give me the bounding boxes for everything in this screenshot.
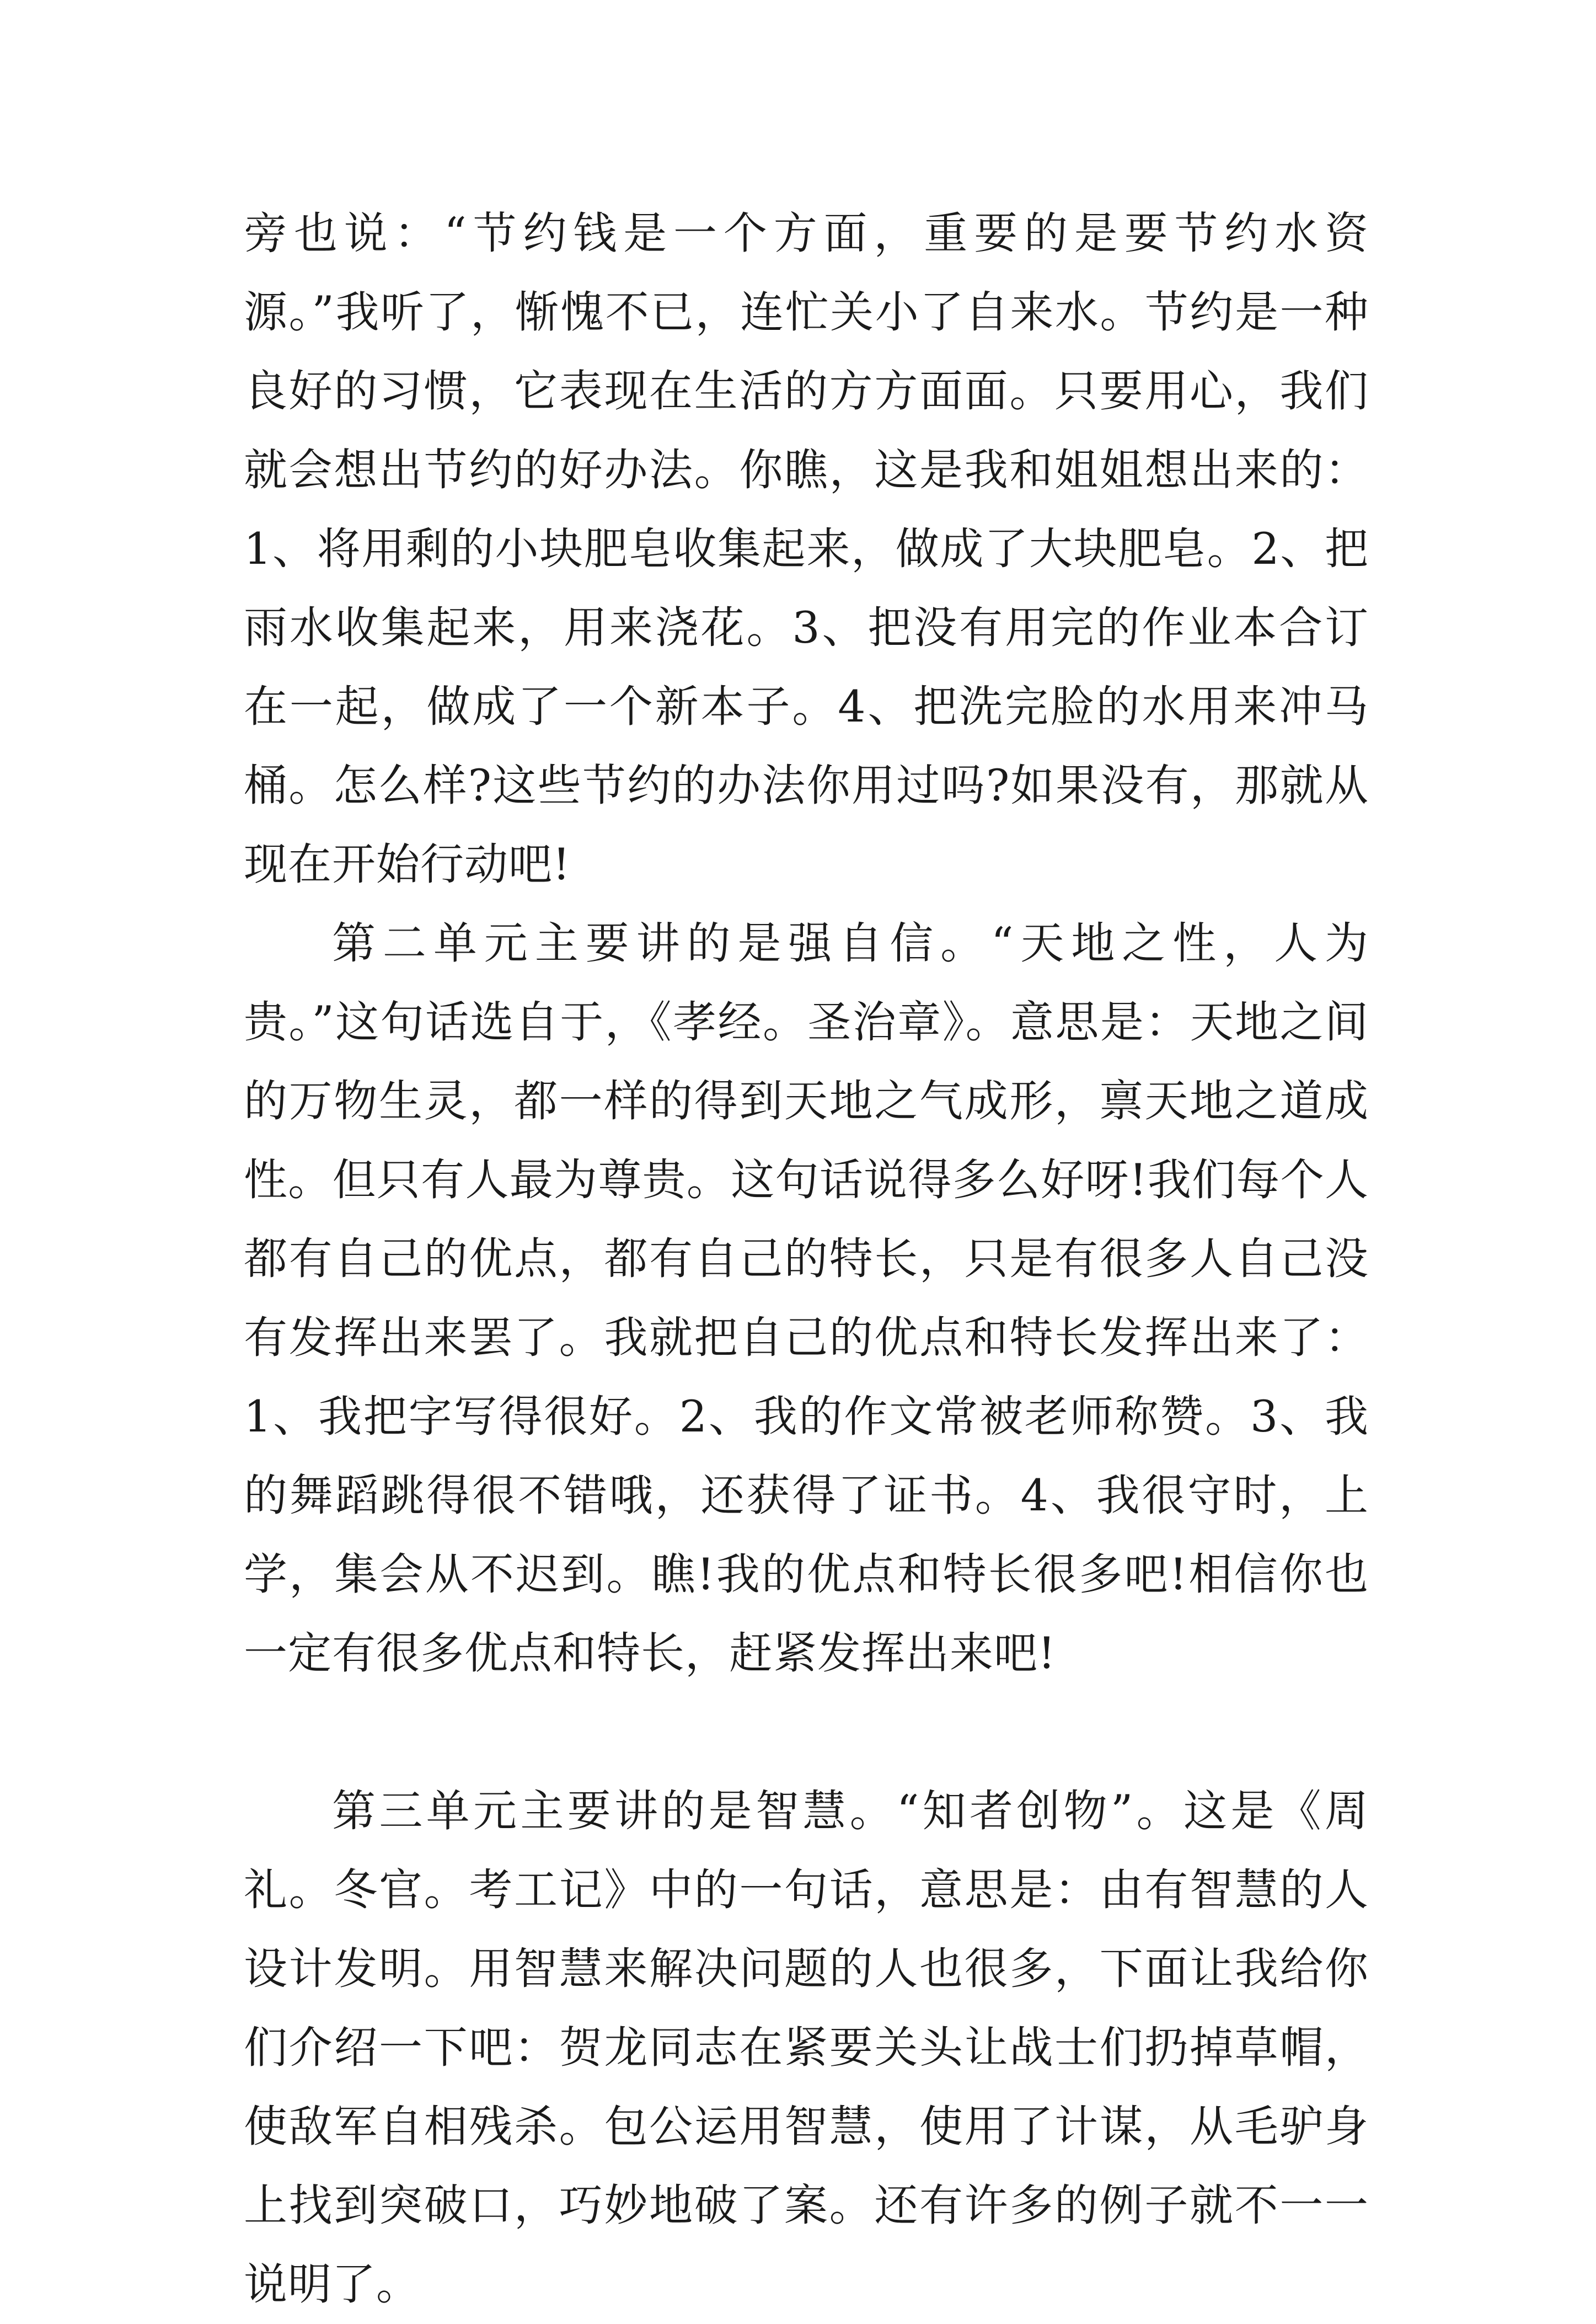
paragraph-3: 第三单元主要讲的是智慧。“知者创物”。这是《周礼。冬官。考工记》中的一句话，意思是：由有智慧的人设计发明。用智慧来解决问题的人也很多，下面让我给你们介绍一下吧：贺龙同志在紧要关头让战士们扔掉草帽，使敌军自相残杀。包公运用智慧，使用了计谋，从毛驴身上找到突破口，巧妙地破了案。还有许多的例子就不一一说明了。 — [244, 1786, 1369, 2310]
paragraph-1: 旁也说：“节约钱是一个方面，重要的是要节约水资源。”我听了，惭愧不已，连忙关小了自来水。节约是一种良好的习惯，它表现在生活的方方面面。只要用心，我们就会想出节约的好办法。你瞧，这是我和姐姐想出来的：1、将用剩的小块肥皂收集起来，做成了大块肥皂。2、把雨水收集起来，用来浇花。3、把没有用完的作业本合订在一起，做成了一个新本子。4、把洗完脸的水用来冲马桶。怎么样?这些节约的办法你用过吗?如果没有，那就从现在开始行动吧! — [244, 208, 1369, 890]
document-body — [244, 194, 1369, 2324]
paragraph-2: 第二单元主要讲的是强自信。“天地之性，人为贵。”这句话选自于，《孝经。圣治章》。意思是：天地之间的万物生灵，都一样的得到天地之气成形，禀天地之道成性。但只有人最为尊贵。这句话说得多么好呀!我们每个人都有自己的优点，都有自己的特长，只是有很多人自己没有发挥出来罢了。我就把自己的优点和特长发挥出来了：1、我把字写得很好。2、我的作文常被老师称赞。3、我的舞蹈跳得很不错哦，还获得了证书。4、我很守时，上学，集会从不迟到。瞧!我的优点和特长很多吧!相信你也一定有很多优点和特长，赶紧发挥出来吧! — [244, 918, 1369, 1679]
